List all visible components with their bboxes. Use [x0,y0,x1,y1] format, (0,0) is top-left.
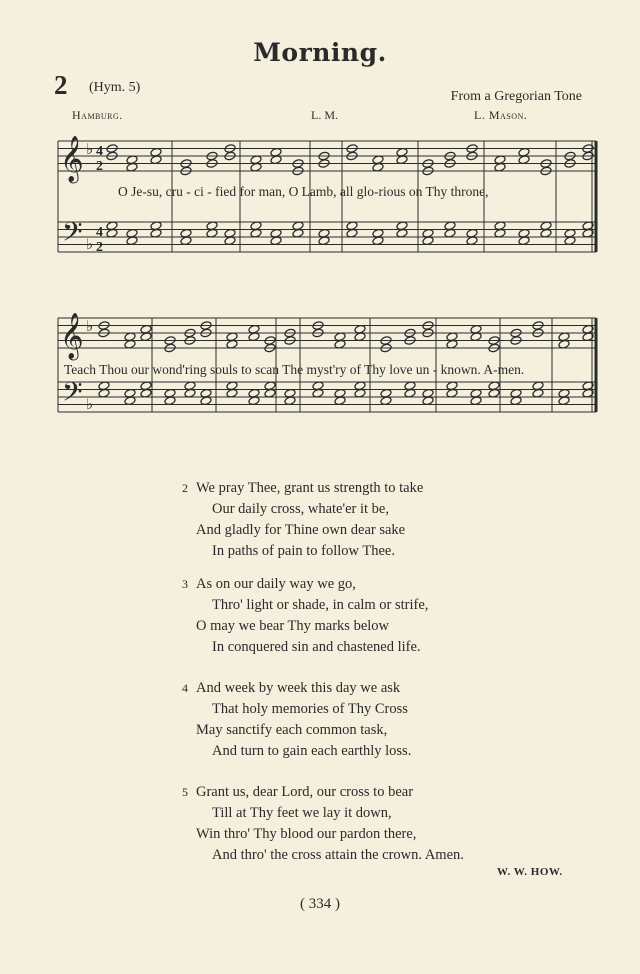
time-signature: 4 [96,144,103,159]
verse-line: O may we bear Thy marks below [196,618,390,634]
verse-line: That holy memories of Thy Cross [212,701,408,717]
treble-clef-icon: 𝄞 [60,313,84,359]
verse-line: May sanctify each common task, [196,722,388,738]
composer-name: L. Mason. [474,108,528,122]
verse-number: 4 [182,681,188,695]
hymn-reference: (Hym. 5) [89,80,141,95]
hymn-meter: L. M. [311,108,338,122]
flat-icon: ♭ [86,237,94,253]
author-credit: W. W. HOW. [497,866,563,878]
system1-lyrics: O Je-su, cru - ci - fied for man, O Lamb, all glo-rious on Thy throne, [118,184,489,199]
flat-icon: ♭ [86,319,94,335]
treble-clef-icon: 𝄞 [60,136,84,182]
verse-line: 3 As on our daily way we go, [182,574,428,595]
verse-line: Till at Thy feet we lay it down, [212,805,392,821]
flat-icon: ♭ [86,397,94,413]
time-signature: 2 [96,240,103,255]
verse-line: In paths of pain to follow Thee. [212,543,395,559]
verse-line: And thro' the cross attain the crown. Amen. [212,847,464,863]
verse-3 [182,574,428,658]
verse-5 [182,782,464,866]
tune-name: Hamburg. [72,108,123,122]
verse-number: 5 [182,785,188,799]
verse-line: And gladly for Thine own dear sake [196,522,406,538]
verse-line: 2 We pray Thee, grant us strength to take [182,478,423,499]
verse-line: And turn to gain each earthly loss. [212,743,412,759]
page-number: ( 334 ) [300,896,340,912]
time-signature: 2 [96,159,103,174]
verse-number: 2 [182,481,188,495]
bass-clef-icon: 𝄢 [62,216,83,254]
tune-source: From a Gregorian Tone [450,89,582,104]
verse-4 [182,678,411,762]
bass-clef-icon: 𝄢 [62,376,83,414]
verse-line: Win thro' Thy blood our pardon there, [196,826,417,842]
hymn-number: 2 [54,70,68,100]
verse-line: Our daily cross, whate'er it be, [212,501,389,517]
verse-line: Thro' light or shade, in calm or strife, [212,597,429,613]
verse-number: 3 [182,577,188,591]
time-signature: 4 [96,225,103,240]
page-title: Morning. [253,38,387,67]
verse-2 [182,478,423,562]
verse-line: 5 Grant us, dear Lord, our cross to bear [182,782,464,803]
verse-line: In conquered sin and chastened life. [212,639,421,655]
flat-icon: ♭ [86,142,94,158]
verse-line: 4 And week by week this day we ask [182,678,411,699]
music-notation [0,0,640,474]
system2-lyrics: Teach Thou our wond'ring souls to scan The myst'ry of Thy love un - known. A-men. [64,362,525,377]
